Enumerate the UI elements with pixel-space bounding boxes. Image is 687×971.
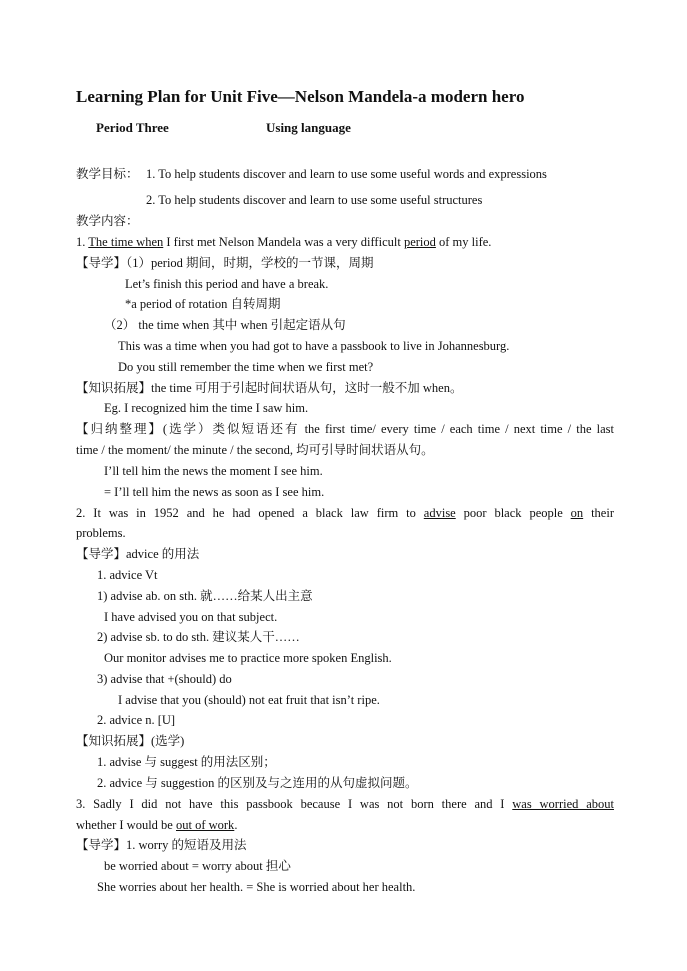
example-line: Eg. I recognized him the time I saw him. bbox=[104, 401, 309, 415]
underline-on: on bbox=[570, 506, 584, 520]
objective-1: 1. To help students discover and learn to use some useful words and expressions bbox=[146, 167, 547, 181]
content-label: 教学内容： bbox=[76, 214, 139, 228]
period-label: Period Three bbox=[96, 120, 169, 135]
usage-line: 3) advise that +(should) do bbox=[97, 672, 232, 686]
sentence-3: 3. Sadly I did not have this passbook because I was not born there and I was worried about bbox=[76, 797, 614, 811]
sentence-2: 2. It was in 1952 and he had opened a black law firm to advise poor black people on their bbox=[76, 506, 614, 520]
sentence-3-continued: whether I would be out of work. bbox=[76, 818, 238, 832]
guide-3-heading: 【导学】1. worry 的短语及用法 bbox=[76, 838, 247, 852]
sentence-2-continued: problems. bbox=[76, 526, 126, 540]
example-line: I advise that you (should) not eat fruit that isn’t ripe. bbox=[118, 693, 380, 707]
guide-2-heading: 【导学】advice 的用法 bbox=[76, 547, 200, 561]
example-line: Our monitor advises me to practice more spoken English. bbox=[104, 651, 392, 665]
example-line: *a period of rotation 自转周期 bbox=[125, 297, 281, 311]
usage-line: 1. advice Vt bbox=[97, 568, 158, 582]
usage-line: 2. advice n. [U] bbox=[97, 713, 176, 727]
sentence-1: 1. The time when I first met Nelson Mandela was a very difficult period of my life. bbox=[76, 235, 492, 249]
guide-1-subheading: （2） the time when 其中 when 引起定语从句 bbox=[104, 318, 346, 332]
topic-label: Using language bbox=[266, 120, 351, 135]
usage-line: 2) advise sb. to do sth. 建议某人干…… bbox=[97, 630, 300, 644]
example-line: Do you still remember the time when we first met? bbox=[118, 360, 374, 374]
summary-line-1: 【归纳整理】(选学）类似短语还有 the first time/ every time / each time / next time / the last bbox=[76, 422, 614, 436]
example-line: I’ll tell him the news the moment I see him. bbox=[104, 464, 323, 478]
example-line: This was a time when you had got to have a passbook to live in Johannesburg. bbox=[118, 339, 510, 353]
guide-1-heading: 【导学】（1）period 期间，时期，学校的一节课，周期 bbox=[76, 256, 374, 270]
knowledge-extension-1: 【知识拓展】the time 可用于引起时间状语从句，这时一般不加 when。 bbox=[76, 381, 463, 395]
underline-was-worried-about: was worried about bbox=[512, 797, 614, 811]
extension-item: 2. advice 与 suggestion 的区别及与之连用的从句虚拟问题。 bbox=[97, 776, 418, 790]
underline-the-time-when: The time when bbox=[88, 235, 164, 249]
usage-line: be worried about = worry about 担心 bbox=[104, 859, 291, 873]
document-title: Learning Plan for Unit Five—Nelson Mandela-a modern hero bbox=[76, 87, 525, 106]
usage-line: 1) advise ab. on sth. 就……给某人出主意 bbox=[97, 589, 313, 603]
objectives-label: 教学目标： bbox=[76, 167, 139, 181]
underline-advise: advise bbox=[423, 506, 456, 520]
objective-2: 2. To help students discover and learn to use some useful structures bbox=[146, 193, 483, 207]
example-line: I have advised you on that subject. bbox=[104, 610, 278, 624]
underline-period: period bbox=[403, 235, 436, 249]
knowledge-extension-2: 【知识拓展】(选学) bbox=[76, 734, 185, 748]
example-line: She worries about her health. = She is worried about her health. bbox=[97, 880, 416, 894]
underline-out-of-work: out of work bbox=[175, 818, 235, 832]
summary-line-2: time / the moment/ the minute / the second, 均可引导时间状语从句。 bbox=[76, 443, 434, 457]
example-line: = I’ll tell him the news as soon as I see him. bbox=[104, 485, 325, 499]
extension-item: 1. advise 与 suggest 的用法区别； bbox=[97, 755, 276, 769]
example-line: Let’s finish this period and have a break. bbox=[125, 277, 329, 291]
